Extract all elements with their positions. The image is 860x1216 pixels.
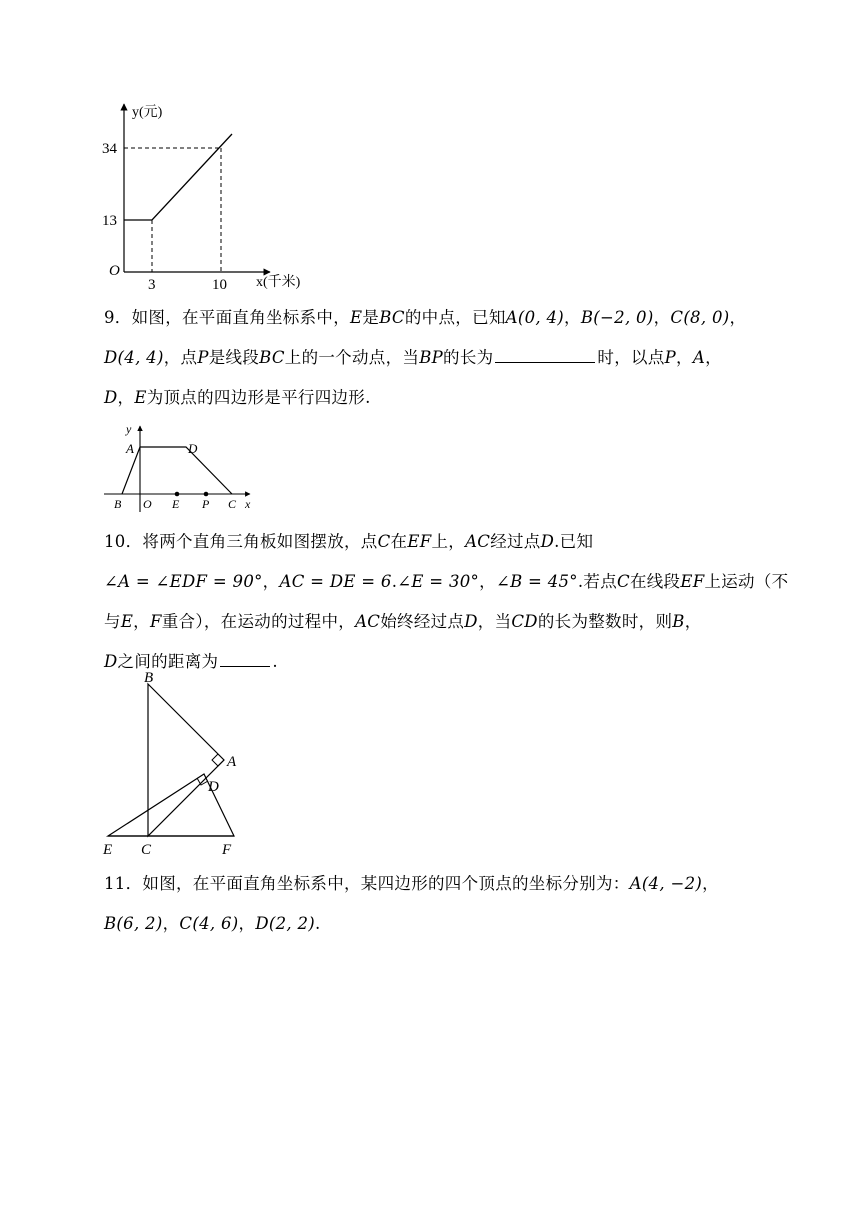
var-c: C: [617, 572, 630, 591]
var-a: A: [692, 348, 706, 367]
text: ，当: [477, 612, 512, 631]
text: ，: [702, 874, 719, 893]
point-a-coord: A(4, −2): [629, 874, 703, 893]
var-bc: BC: [259, 348, 285, 367]
var-ac: AC: [465, 532, 491, 551]
text: 重合），在运动的过程中，: [161, 612, 356, 631]
label-b: B: [144, 670, 154, 686]
text: ，点: [163, 348, 198, 367]
text: ，: [162, 914, 180, 933]
point-e-dot: [175, 492, 180, 497]
var-f: F: [149, 612, 162, 631]
text: ，: [653, 308, 671, 327]
q11-line-2: [104, 904, 764, 944]
text: ，: [117, 388, 135, 407]
text: 始终经过点: [380, 612, 465, 631]
text: 的长为: [443, 348, 494, 367]
y-label: y: [126, 422, 132, 436]
point-b-coord: B(−2, 0): [580, 308, 654, 327]
question-number: 9．: [104, 308, 132, 327]
var-c: C: [377, 532, 391, 551]
text: 与: [104, 612, 121, 631]
text: 上运动（不: [704, 572, 789, 591]
var-b: B: [672, 612, 685, 631]
var-cd: CD: [511, 612, 538, 631]
text: 之间的距离为: [117, 652, 219, 671]
text: 如图，在平面直角坐标系中，: [131, 308, 351, 327]
text: .: [272, 652, 278, 671]
var-d: D: [104, 388, 118, 407]
label-b: B: [114, 497, 122, 511]
right-angle-a: [212, 754, 224, 766]
text: ，: [238, 914, 256, 933]
point-b-coord: B(6, 2): [104, 914, 163, 933]
var-ef: EF: [680, 572, 705, 591]
point-d-coord: D(2, 2): [255, 914, 316, 933]
text: ，: [684, 612, 702, 631]
question-number: 11．: [104, 874, 143, 893]
var-p: P: [197, 348, 209, 367]
q10-line-1: [104, 522, 764, 562]
length-equation: AC = DE = 6: [279, 572, 392, 591]
x-axis-label: x(千米): [256, 275, 301, 290]
text: 的中点，已知: [404, 308, 506, 327]
text: ，: [564, 308, 581, 327]
var-d: D: [104, 652, 118, 671]
label-o: O: [143, 497, 152, 511]
var-d: D: [540, 532, 555, 551]
var-e: E: [350, 308, 363, 327]
text: 将两个直角三角板如图摆放，点: [142, 532, 378, 551]
text: 在线段: [629, 572, 681, 591]
angle-b: ∠B = 45°: [495, 572, 578, 591]
text: 时，以点: [597, 348, 665, 367]
y-axis-label: y(元): [132, 105, 163, 120]
point-p-dot: [204, 492, 209, 497]
x-tick-3: 3: [148, 277, 156, 293]
text: .若点: [577, 572, 618, 591]
origin-label: O: [109, 263, 120, 279]
label-c: C: [141, 842, 152, 858]
q9-line-1: [104, 298, 764, 338]
text: .已知: [554, 532, 594, 551]
point-c-coord: C(4, 6): [179, 914, 239, 933]
text: ，: [705, 348, 722, 367]
q9-line-2: [104, 338, 764, 378]
var-e: E: [134, 388, 147, 407]
q9-line-3: [104, 378, 764, 418]
label-d: D: [188, 441, 198, 456]
text: 的长为整数时，则: [537, 612, 673, 631]
text: 是线段: [208, 348, 260, 367]
var-d: D: [464, 612, 478, 631]
question-number: 10．: [104, 532, 143, 551]
q11-line-1: [104, 864, 764, 904]
text: .: [391, 572, 398, 591]
text: 经过点: [490, 532, 541, 551]
text: 如图，在平面直角坐标系中，某四边形的四个顶点的坐标分别为：: [142, 874, 630, 893]
label-p: P: [202, 497, 210, 511]
label-c: C: [228, 497, 237, 511]
var-ef: EF: [407, 532, 432, 551]
q10-line-3: [104, 602, 764, 642]
q10-line-2: [104, 562, 789, 602]
fare-line: [124, 134, 232, 220]
var-bp: BP: [419, 348, 444, 367]
y-tick-13: 13: [102, 213, 117, 229]
text: 在: [390, 532, 408, 551]
angle-e: ∠E = 30°: [397, 572, 480, 591]
text: ，: [729, 308, 747, 327]
var-e: E: [120, 612, 134, 631]
text: .: [315, 914, 321, 933]
label-e: E: [172, 497, 180, 511]
label-a: A: [227, 754, 237, 770]
label-d: D: [208, 779, 219, 795]
y-tick-34: 34: [102, 141, 117, 157]
text: ，: [479, 572, 496, 591]
question-10: [104, 522, 789, 682]
text: ，: [676, 348, 693, 367]
var-bc: BC: [379, 308, 405, 327]
answer-blank[interactable]: [495, 346, 595, 363]
point-d-coord: D(4, 4): [104, 348, 164, 367]
question-11: [104, 864, 764, 944]
q9-figure: [100, 420, 270, 520]
point-a-coord: A(0, 4): [505, 308, 565, 327]
x-tick-10: 10: [212, 277, 227, 293]
question-9: [104, 298, 764, 418]
var-ac: AC: [355, 612, 381, 631]
text: ，: [133, 612, 150, 631]
fare-graph-figure: [100, 96, 340, 296]
var-p: P: [664, 348, 677, 367]
text: ，: [262, 572, 280, 591]
quadrilateral: [122, 447, 232, 494]
text: 是: [362, 308, 380, 327]
angle-equation: ∠A = ∠EDF = 90°: [104, 572, 263, 591]
text: 上，: [431, 532, 466, 551]
label-a: A: [126, 441, 134, 456]
label-f: F: [222, 842, 232, 858]
point-c-coord: C(8, 0): [670, 308, 730, 327]
label-e: E: [103, 842, 113, 858]
text: 上的一个动点，当: [284, 348, 420, 367]
text: 为顶点的四边形是平行四边形.: [146, 388, 371, 407]
x-label: x: [245, 497, 251, 511]
q10-figure: [100, 664, 260, 860]
